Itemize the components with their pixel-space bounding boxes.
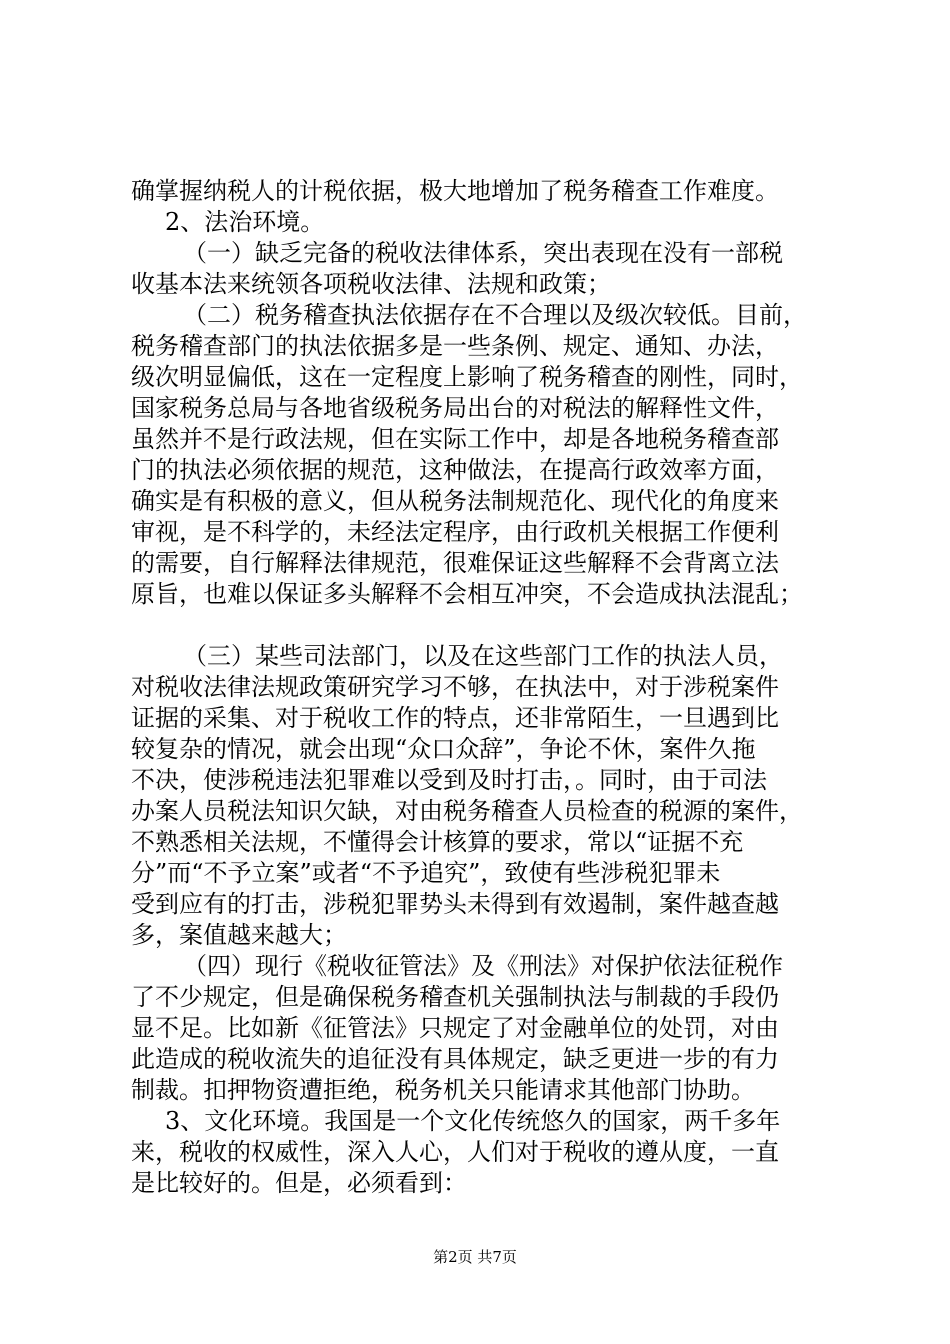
paragraph-gap <box>131 610 831 641</box>
page-number-footer: 第2页 共7页 <box>433 1248 517 1266</box>
paragraph-start: （三）某些司法部门，以及在这些部门工作的执法人员， <box>183 642 783 670</box>
text-line: 原旨，也难以保证多头解释不会相互冲突，不会造成执法混乱； <box>131 580 803 608</box>
text-line: 是比较好的。但是，必须看到： <box>131 1169 467 1197</box>
text-line: 较复杂的情况，就会出现“众口众辞”，争论不休，案件久拖 <box>131 735 756 763</box>
text-line: 税务稽查部门的执法依据多是一些条例、规定、通知、办法， <box>131 332 779 360</box>
text-line: 级次明显偏低，这在一定程度上影响了税务稽查的刚性，同时， <box>131 363 803 391</box>
paragraph-start: （二）税务稽查执法依据存在不合理以及级次较低。目前， <box>183 301 807 329</box>
text-line: 虽然并不是行政法规，但在实际工作中，却是各地税务稽查部 <box>131 425 779 453</box>
text-line: 多，案值越来越大； <box>131 921 347 949</box>
paragraph-start: （四）现行《税收征管法》及《刑法》对保护依法征税作 <box>183 952 783 980</box>
text-line: 办案人员税法知识欠缺，对由税务稽查人员检查的税源的案件， <box>131 797 803 825</box>
text-line: 确实是有积极的意义，但从税务法制规范化、现代化的角度来 <box>131 487 779 515</box>
text-line: 受到应有的打击，涉税犯罪势头未得到有效遏制，案件越查越 <box>131 890 779 918</box>
section-heading: 2、法治环境。 <box>165 208 325 236</box>
text-line: 不决，使涉税违法犯罪难以受到及时打击，。同时，由于司法 <box>131 766 767 794</box>
paragraph-start: （一）缺乏完备的税收法律体系，突出表现在没有一部税 <box>183 239 783 267</box>
section-heading: 3、文化环境。我国是一个文化传统悠久的国家，两千多年 <box>165 1107 781 1135</box>
text-line: 不熟悉相关法规，不懂得会计核算的要求，常以“证据不充 <box>131 828 744 856</box>
text-line: 分”而“不予立案”或者“不予追究”，致使有些涉税犯罪未 <box>131 859 721 887</box>
text-line: 显不足。比如新《征管法》只规定了对金融单位的处罚，对由 <box>131 1014 779 1042</box>
text-line: 确掌握纳税人的计税依据，极大地增加了税务稽查工作难度。 <box>131 177 779 205</box>
text-line: 证据的采集、对于税收工作的特点，还非常陌生，一旦遇到比 <box>131 704 779 732</box>
text-line: 国家税务总局与各地省级税务局出台的对税法的解释性文件， <box>131 394 779 422</box>
text-line: 收基本法来统领各项税收法律、法规和政策； <box>131 270 611 298</box>
text-line: 的需要，自行解释法律规范，很难保证这些解释不会背离立法 <box>131 549 779 577</box>
text-line: 制裁。扣押物资遭拒绝，税务机关只能请求其他部门协助。 <box>131 1076 755 1104</box>
text-line: 审视，是不科学的，未经法定程序，由行政机关根据工作便利 <box>131 518 779 546</box>
text-line: 门的执法必须依据的规范，这种做法，在提高行政效率方面， <box>131 456 779 484</box>
document-body <box>131 176 831 1199</box>
text-line: 对税收法律法规政策研究学习不够，在执法中，对于涉税案件 <box>131 673 779 701</box>
text-line: 来，税收的权威性，深入人心，人们对于税收的遵从度，一直 <box>131 1138 779 1166</box>
text-line: 此造成的税收流失的追征没有具体规定，缺乏更进一步的有力 <box>131 1045 779 1073</box>
text-line: 了不少规定，但是确保税务稽查机关强制执法与制裁的手段仍 <box>131 983 779 1011</box>
